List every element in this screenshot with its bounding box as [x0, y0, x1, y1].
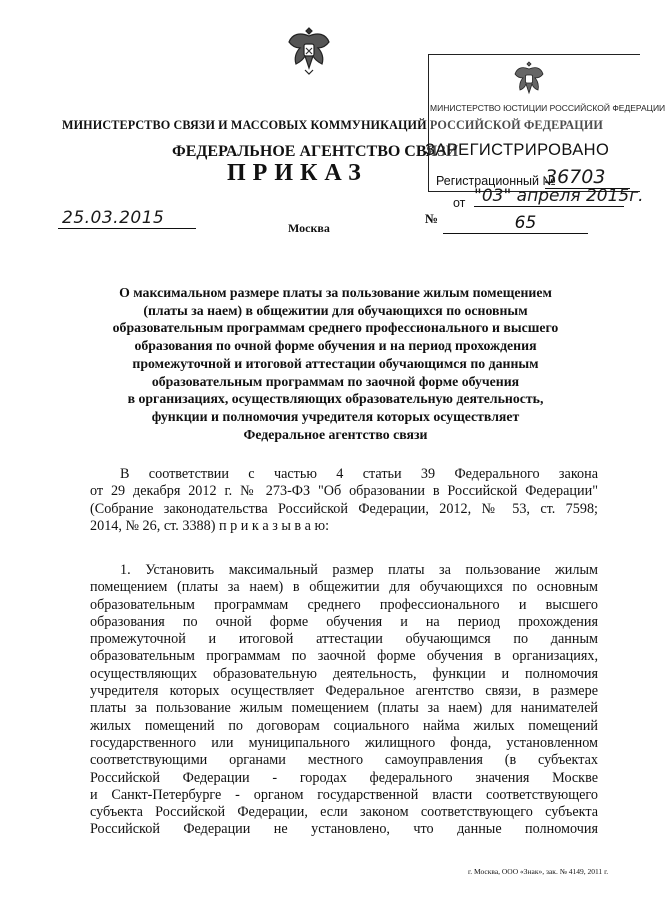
item-line: субъекта Российской Федерации, если законом соответствующего субъекта: [90, 804, 598, 821]
item-line: и Санкт-Петербурге - органом государственной власти соответствующего: [90, 786, 598, 803]
item-1-paragraph: [90, 562, 598, 839]
order-title: [88, 284, 583, 443]
item-line: жилых помещений по договорам социального найма жилых помещений: [90, 717, 598, 734]
title-line: в организациях, осуществляющих образовательную деятельность,: [127, 391, 544, 407]
ministry-name: МИНИСТЕРСТВО СВЯЗИ И МАССОВЫХ КОММУНИКАЦИЙ РОССИЙСКОЙ ФЕДЕРАЦИИ: [62, 118, 604, 132]
agency-name: ФЕДЕРАЛЬНОЕ АГЕНТСТВО СВЯЗИ: [172, 143, 459, 160]
stamp-date-label: от: [453, 196, 466, 210]
item-line: Российской Федерации не установлено, что данные полномочия: [90, 821, 598, 838]
item-line: осуществляющих образовательную деятельность, функции и полномочия: [90, 665, 598, 682]
title-line: (платы за наем) в общежитии для обучающихся по основным: [143, 302, 528, 318]
item-line: платы за пользование жилым помещением (платы за наем) для нанимателей: [90, 700, 598, 717]
preamble-line: (Собрание законодательства Российской Федерации, 2012, № 53, ст. 7598;: [90, 500, 598, 517]
order-date: 25.03.2015: [58, 208, 196, 229]
title-line: функции и полномочия учредителя которых осуществляет: [151, 408, 520, 424]
item-line: помещением (платы за наем) в общежитии для обучающихся по основным: [90, 579, 598, 596]
title-line: образовательным программам по заочной форме обучения: [151, 373, 520, 389]
order-number-label: №: [425, 211, 439, 226]
print-footer: г. Москва, ООО «Знак», зак. № 4149, 2011 г.: [468, 867, 609, 876]
stamp-reg-number: 36703: [545, 166, 630, 189]
title-line: образования по очной форме обучения и на период прохождения: [134, 338, 537, 354]
order-number: 65: [443, 213, 588, 234]
item-line: соответствующими органами местного самоуправления (в субъектах: [90, 752, 598, 769]
stamp-ministry: МИНИСТЕРСТВО ЮСТИЦИИ РОССИЙСКОЙ ФЕДЕРАЦИИ: [430, 103, 665, 113]
preamble-line: от 29 декабря 2012 г. № 273-ФЗ "Об образовании в Российской Федерации": [90, 483, 598, 500]
item-line: учредителя которых осуществляет Федеральное агентство связи, в размере: [90, 683, 598, 700]
city-name: Москва: [288, 221, 330, 235]
document-type: ПРИКАЗ: [227, 160, 368, 186]
title-line: промежуточной и итоговой аттестации обучающимся по данным: [132, 355, 539, 371]
title-line: образовательным программам среднего профессионального и высшего: [112, 320, 559, 336]
item-line: образовательным программам среднего профессионального и высшего: [90, 596, 598, 613]
stamp-date: "03" апреля 2015г.: [474, 186, 644, 206]
stamp-reg-number-label: Регистрационный №: [436, 174, 556, 188]
preamble-paragraph: [90, 466, 598, 535]
stamp-emblem-icon: [512, 60, 546, 100]
title-line: О максимальном размере платы за пользование жилым помещением: [119, 285, 552, 300]
item-line: образования по очной форме обучения и на период прохождения: [90, 613, 598, 630]
item-line: Российской Федерации - городах федерального значения Москве: [90, 769, 598, 786]
item-line: промежуточной и итоговой аттестации обучающимся по данным: [90, 631, 598, 648]
item-line: государственного или муниципального жилищного фонда, установленном: [90, 734, 598, 751]
preamble-line: В соответствии с частью 4 статьи 39 Федерального закона: [120, 466, 598, 482]
title-line: Федеральное агентство связи: [243, 426, 428, 442]
item-line: образовательным программам по заочной форме обучения в организациях,: [90, 648, 598, 665]
coat-of-arms-emblem: [286, 24, 332, 76]
item-line: 1. Установить максимальный размер платы за пользование жилым: [120, 562, 598, 578]
preamble-line: 2014, № 26, ст. 3388) п р и к а з ы в а ю:: [90, 517, 330, 534]
stamp-registered-label: ЗАРЕГИСТРИРОВАНО: [425, 141, 610, 159]
